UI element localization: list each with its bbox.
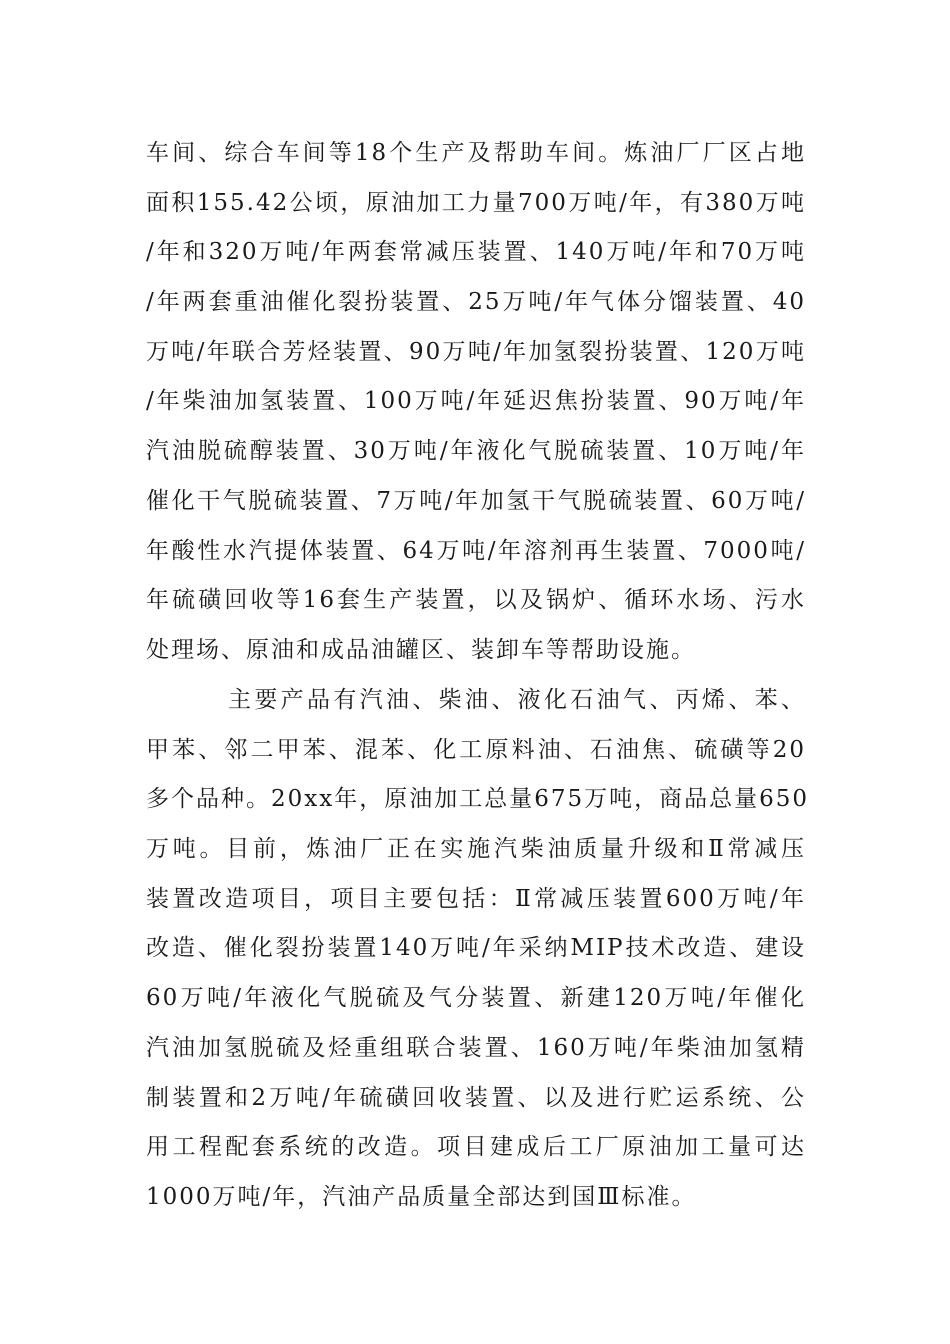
paragraph-2-line: 主要产品有汽油、柴油、液化石油气、丙烯、苯、 [228, 687, 806, 713]
paragraph-2-line: 改造、催化裂扮装置140万吨/年采纳MIP技术改造、建设 [146, 935, 806, 962]
paragraph-2 [146, 676, 810, 1223]
paragraph-1-line: 处理场、原油和成品油罐区、装卸车等帮助设施。 [146, 636, 696, 663]
paragraph-1-line: 万吨/年联合芳烃装置、90万吨/年加氢裂扮装置、120万吨 [146, 338, 806, 365]
paragraph-2-line: 装置改造项目，项目主要包括：Ⅱ常减压装置600万吨/年 [146, 885, 806, 912]
paragraph-1 [146, 129, 806, 676]
paragraph-1-line: /年两套重油催化裂扮装置、25万吨/年气体分馏装置、40 [146, 289, 806, 316]
paragraph-2-line: 甲苯、邻二甲苯、混苯、化工原料油、石油焦、硫磺等20 [146, 736, 806, 763]
paragraph-1-line: 汽油脱硫醇装置、30万吨/年液化气脱硫装置、10万吨/年 [146, 438, 806, 465]
paragraph-2-line: 汽油加氢脱硫及烃重组联合装置、160万吨/年柴油加氢精 [146, 1034, 806, 1061]
paragraph-1-line: 面积155.42公顷，原油加工力量700万吨/年，有380万吨 [146, 189, 806, 216]
paragraph-1-line: 年硫磺回收等16套生产装置，以及锅炉、循环水场、污水 [146, 587, 806, 614]
paragraph-1-line: /年柴油加氢装置、100万吨/年延迟焦扮装置、90万吨/年 [146, 388, 806, 415]
paragraph-2-line: 60万吨/年液化气脱硫及气分装置、新建120万吨/年催化 [146, 985, 806, 1012]
paragraph-1-line: 车间、综合车间等18个生产及帮助车间。炼油厂厂区占地 [146, 140, 806, 166]
paragraph-2-line: 1000万吨/年，汽油产品质量全部达到国Ⅲ标准。 [146, 1183, 697, 1210]
paragraph-1-line: 年酸性水汽提体装置、64万吨/年溶剂再生装置、7000吨/ [146, 537, 806, 564]
paragraph-2-line: 多个品种。20xx年，原油加工总量675万吨，商品总量650 [146, 786, 810, 813]
paragraph-2-line: 用工程配套系统的改造。项目建成后工厂原油加工量可达 [146, 1134, 806, 1161]
paragraph-2-line: 制装置和2万吨/年硫磺回收装置、以及进行贮运系统、公 [146, 1084, 806, 1111]
paragraph-1-line: /年和320万吨/年两套常减压装置、140万吨/年和70万吨 [146, 239, 806, 266]
paragraph-2-line: 万吨。目前，炼油厂正在实施汽柴油质量升级和Ⅱ常减压 [146, 836, 806, 863]
paragraph-1-line: 催化干气脱硫装置、7万吨/年加氢干气脱硫装置、60万吨/ [146, 487, 806, 514]
